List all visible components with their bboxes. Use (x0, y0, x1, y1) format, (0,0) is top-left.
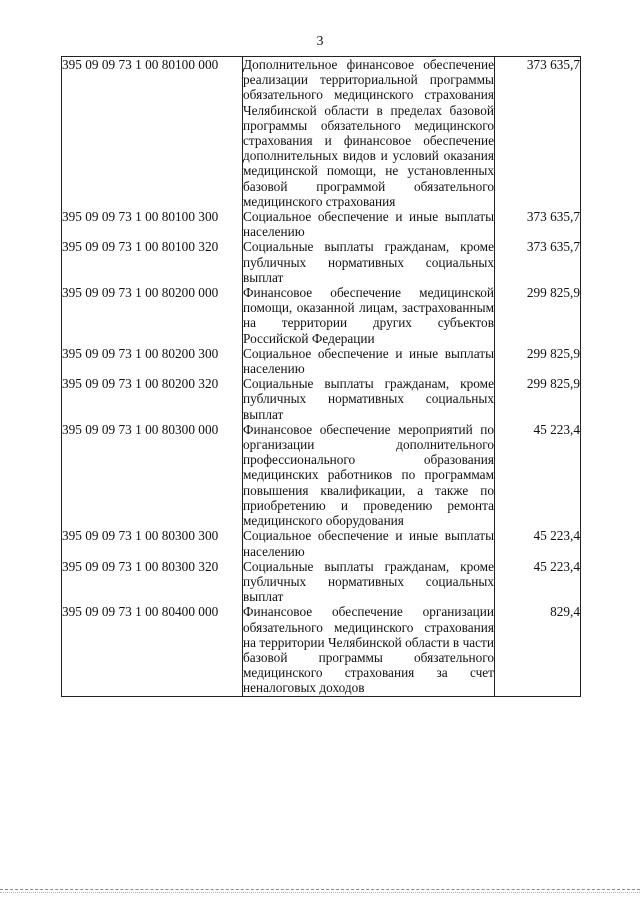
item-description: Социальное обеспечение и иные выплаты населению (243, 209, 494, 240)
table-row (62, 346, 581, 376)
budget-code: 395 09 09 73 1 00 80400 000 (62, 604, 243, 696)
item-description: Социальные выплаты гражданам, кроме публичных нормативных социальных выплат (243, 376, 494, 422)
item-description: Социальное обеспечение и иные выплаты населению (243, 528, 494, 559)
budget-code: 395 09 09 73 1 00 80200 000 (62, 285, 243, 346)
budget-code: 395 09 09 73 1 00 80300 300 (62, 528, 243, 558)
table-row (62, 376, 581, 422)
item-amount: 373 635,7 (495, 57, 581, 210)
item-amount: 373 635,7 (495, 239, 581, 285)
item-amount: 829,4 (495, 604, 581, 696)
table-row (62, 559, 581, 605)
budget-code: 395 09 09 73 1 00 80300 000 (62, 422, 243, 528)
budget-table (61, 56, 581, 697)
budget-code: 395 09 09 73 1 00 80100 000 (62, 57, 243, 210)
budget-code: 395 09 09 73 1 00 80100 300 (62, 209, 243, 239)
table-row (62, 422, 581, 528)
item-description: Социальные выплаты гражданам, кроме публичных нормативных социальных выплат (243, 239, 494, 285)
table-row (62, 285, 581, 346)
item-description: Дополнительное финансовое обеспечение реализации территориальной программы обязательного медицинского страхования Челябинской области в пределах базовой программы обязательного медицинского страхования и финансовое обеспечение дополнительных видов и условий оказания медицинской помощи, не установленных базовой программой обязательного медицинского страхования (243, 57, 494, 209)
table-row (62, 57, 581, 210)
table-row (62, 528, 581, 558)
item-description: Социальные выплаты гражданам, кроме публичных нормативных социальных выплат (243, 558, 494, 605)
item-description: Социальное обеспечение и иные выплаты населению (243, 345, 494, 377)
item-amount: 299 825,9 (495, 285, 581, 346)
item-description: Финансовое обеспечение мероприятий по организации дополнительного профессионального образования медицинских работников по программам повышения квалификации, а также по приобретению и проведению ремонта медицинского оборудования (243, 421, 494, 529)
scan-edge-line (0, 892, 640, 893)
item-amount: 299 825,9 (495, 346, 581, 376)
item-amount: 299 825,9 (495, 376, 581, 422)
budget-code: 395 09 09 73 1 00 80200 320 (62, 376, 243, 422)
item-amount: 45 223,4 (495, 528, 581, 558)
budget-code: 395 09 09 73 1 00 80300 320 (62, 559, 243, 605)
item-amount: 45 223,4 (495, 422, 581, 528)
budget-code: 395 09 09 73 1 00 80200 300 (62, 346, 243, 376)
item-description: Финансовое обеспечение медицинской помощи, оказанной лицам, застрахованным на территории других субъектов Российской Федерации (243, 285, 494, 346)
table-row (62, 239, 581, 285)
item-amount: 373 635,7 (495, 209, 581, 239)
item-description: Финансовое обеспечение организации обязательного медицинского страхования на территории Челябинской области в части базовой программы обязательного медицинского страхования за счет неналоговых доходов (243, 604, 494, 696)
page-number: 3 (316, 34, 324, 49)
budget-code: 395 09 09 73 1 00 80100 320 (62, 239, 243, 285)
scan-edge-line (0, 889, 640, 890)
table-row (62, 604, 581, 696)
item-amount: 45 223,4 (495, 559, 581, 605)
table-row (62, 209, 581, 239)
